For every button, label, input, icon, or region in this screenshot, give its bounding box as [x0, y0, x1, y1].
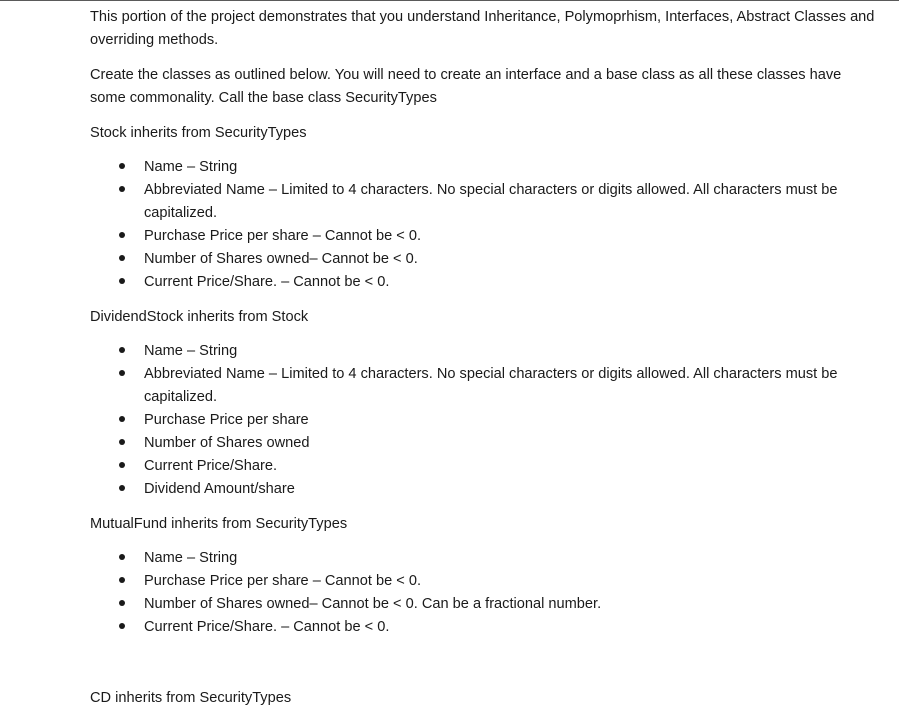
bullet-icon	[116, 225, 128, 248]
list-item	[116, 432, 880, 455]
list-item-text: Purchase Price per share – Cannot be < 0.	[144, 573, 422, 589]
list-item	[116, 225, 880, 248]
list-item-text: Number of Shares owned– Cannot be < 0. Can be a fractional number.	[144, 596, 602, 612]
bullet-icon	[116, 363, 128, 386]
intro-paragraph-2: Create the classes as outlined below. You will need to create an interface and a base class as all these classes have some commonality. Call the base class SecurityTypes	[90, 67, 842, 106]
list-item	[116, 593, 880, 616]
section-heading-dividendstock: DividendStock inherits from Stock	[90, 309, 309, 325]
list-item	[116, 248, 880, 271]
list-item-text: Purchase Price per share – Cannot be < 0.	[144, 228, 422, 244]
list-item-text: Name – String	[144, 550, 238, 566]
list-item-text: Name – String	[144, 343, 238, 359]
list-item	[116, 271, 880, 294]
list-item-text: Purchase Price per share	[144, 412, 309, 428]
list-item-text: Current Price/Share. – Cannot be < 0.	[144, 274, 390, 290]
stock-attribute-list	[90, 156, 880, 294]
section-heading-stock: Stock inherits from SecurityTypes	[90, 125, 307, 141]
list-item	[116, 455, 880, 478]
list-item-text: Current Price/Share.	[144, 458, 278, 474]
intro-paragraph-1: This portion of the project demonstrates that you understand Inheritance, Polymoprhism, Interfaces, Abstract Classes and overriding methods.	[90, 9, 875, 48]
list-item	[116, 156, 880, 179]
bullet-icon	[116, 455, 128, 478]
list-item-text: Abbreviated Name – Limited to 4 characters. No special characters or digits allowed. All characters must be capitalized.	[144, 366, 838, 405]
bullet-icon	[116, 593, 128, 616]
list-item-text: Abbreviated Name – Limited to 4 characters. No special characters or digits allowed. All characters must be capitalized.	[144, 182, 838, 221]
list-item	[116, 409, 880, 432]
bullet-icon	[116, 409, 128, 432]
bullet-icon	[116, 570, 128, 593]
section-heading-mutualfund: MutualFund inherits from SecurityTypes	[90, 516, 348, 532]
section-heading-cd: CD inherits from SecurityTypes	[90, 690, 292, 706]
blank-space	[90, 651, 880, 687]
document-page	[90, 6, 880, 721]
bullet-icon	[116, 340, 128, 363]
list-item-text: Dividend Amount/share	[144, 481, 295, 497]
list-item	[116, 547, 880, 570]
list-item-text: Name – String	[144, 159, 238, 175]
mutualfund-attribute-list	[90, 547, 880, 639]
bullet-icon	[116, 248, 128, 271]
list-item	[116, 340, 880, 363]
bullet-icon	[116, 616, 128, 639]
list-item	[116, 478, 880, 501]
list-item	[116, 570, 880, 593]
list-item-text: Number of Shares owned– Cannot be < 0.	[144, 251, 418, 267]
bullet-icon	[116, 547, 128, 570]
dividendstock-attribute-list	[90, 340, 880, 501]
bullet-icon	[116, 179, 128, 202]
list-item-text: Number of Shares owned	[144, 435, 310, 451]
page-top-border	[0, 0, 899, 1]
bullet-icon	[116, 478, 128, 501]
list-item	[116, 616, 880, 639]
bullet-icon	[116, 432, 128, 455]
list-item-text: Current Price/Share. – Cannot be < 0.	[144, 619, 390, 635]
bullet-icon	[116, 156, 128, 179]
bullet-icon	[116, 271, 128, 294]
list-item	[116, 363, 880, 409]
list-item	[116, 179, 880, 225]
